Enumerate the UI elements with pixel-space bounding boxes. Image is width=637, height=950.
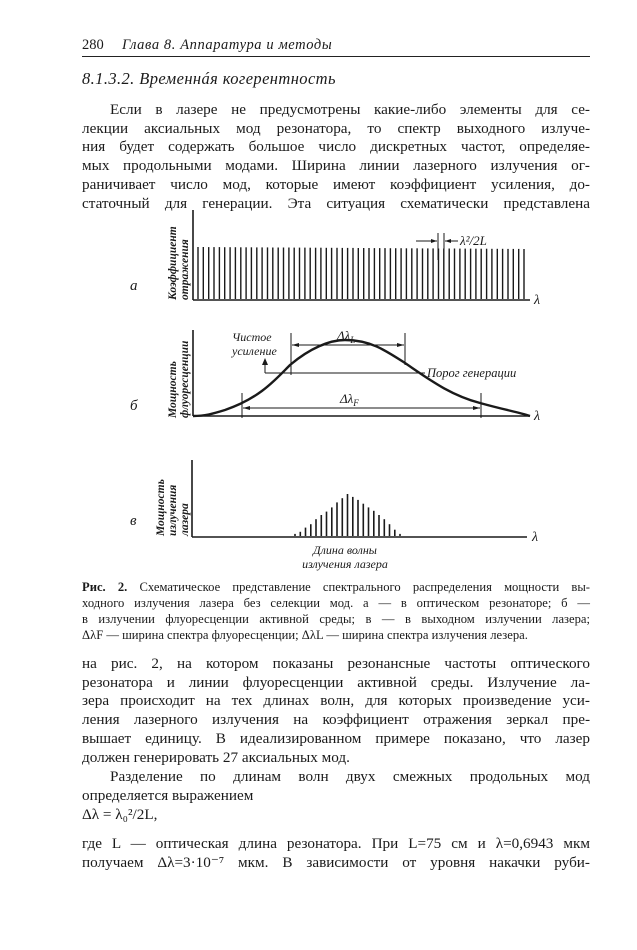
paragraph-intro: [82, 101, 590, 213]
net-gain-label-2: усиление: [232, 344, 277, 358]
text-line: раничивает число мод, которые имеют коэффициент усиления, до-: [82, 175, 590, 193]
panel-b-label: б: [130, 398, 138, 414]
panel-v-ylabel-2: излучения: [167, 484, 179, 536]
text-line: ления лазерного излучения на коэффициент отражения зеркал пре-: [82, 711, 590, 729]
text-line: Разделение по длинам волн двух смежных продольных мод: [110, 768, 590, 785]
figure-caption: [82, 579, 590, 643]
caption-line: Рис. 2. Схематическое представление спектрального распределения мощности вы-: [82, 580, 590, 594]
delta-lambda-L-label: $\Delta\lambda_L$: [337, 328, 356, 345]
text-line: где L — оптическая длина резонатора. При L=75 см и λ=0,6943 мкм: [82, 835, 590, 852]
text-line: Если в лазере не предусмотрены какие-либо элементы для се-: [110, 101, 590, 118]
panel-a-reflectance-comb: [130, 210, 540, 308]
paragraph-numeric-example: [82, 835, 590, 872]
paragraph-explanation: [82, 655, 590, 767]
text-line: лекции аксиальных мод резонатора, то спектр выходного излуче-: [82, 119, 590, 137]
caption-line: ходного излучения лазера без селекции мод. а — в оптическом резонаторе; б —: [82, 596, 590, 610]
text-line: вышает единицу. В идеализированном примере показано, что лазер: [82, 729, 590, 747]
panel-b-x-axis-label: λ: [534, 409, 541, 424]
text-line: ния будет содержать большое число дискретных частот, определяе-: [82, 138, 590, 156]
panel-v-ylabel-3: лазера: [179, 503, 191, 536]
panel-v-xlabel-1: Длина волны: [313, 543, 377, 557]
caption-label: Рис. 2.: [82, 580, 128, 594]
mode-spacing-label: λ²/2L: [460, 233, 487, 248]
caption-line: в излучении флуоресценции активной среды; в — в выходном излучении лазера;: [82, 612, 590, 626]
panel-v-label: в: [130, 513, 137, 529]
text-line: резонатора и линии флуоресценции активной среды. Излучение ла-: [82, 673, 590, 691]
panel-v-x-axis-label: λ: [532, 530, 539, 545]
paragraph-mode-spacing: [82, 768, 590, 805]
panel-b-ylabel-2: флуоресценции: [179, 340, 191, 418]
net-gain-label-1: Чистое: [232, 330, 272, 344]
panel-a-x-axis-label: λ: [534, 293, 541, 308]
caption-line: ΔλF — ширина спектра флуоресценции; ΔλL — ширина спектра излучения лезера.: [82, 628, 528, 642]
text-line: получаем Δλ=3·10⁻⁷ мкм. В зависимости от уровня накачки руби-: [82, 853, 590, 871]
panel-v-laser-output: [130, 460, 538, 571]
text-line: на рис. 2, на котором показаны резонансные частоты оптического: [82, 655, 590, 672]
panel-b-fluorescence-curve: [130, 328, 540, 424]
figure-2: [0, 200, 637, 580]
panel-a-ylabel-2: отражения: [179, 239, 191, 300]
panel-v-ylabel-1: Мощность: [155, 479, 167, 536]
text-line: зера происходит на тех длинах волн, для которых произведение уси-: [82, 692, 590, 710]
panel-v-xlabel-2: излучения лазера: [302, 557, 388, 571]
delta-lambda-F-label: $\Delta\lambda_F$: [340, 391, 359, 408]
panel-b-ylabel-1: Мощность: [167, 361, 179, 418]
running-header: [82, 36, 590, 57]
chapter-title: Глава 8. Аппаратура и методы: [122, 37, 333, 53]
text-line: мых продольными модами. Ширина линии лазерного излучения ог-: [82, 157, 590, 175]
panel-a-label: а: [130, 278, 138, 294]
text-line: определяется выражением: [82, 786, 254, 804]
page-number: 280: [82, 37, 104, 53]
text-line: должен генерировать 27 аксиальных мод.: [82, 748, 350, 766]
panel-a-ylabel-1: Коэффициент: [167, 226, 179, 300]
equation-mode-spacing: Δλ = λ₀²/2L,: [82, 806, 158, 823]
text-line: статочный для генерации. Эта ситуация схематически представлена: [82, 194, 590, 212]
threshold-label: Порог генерации: [427, 366, 517, 380]
section-title: 8.1.3.2. Временнáя когерентность: [82, 69, 336, 88]
